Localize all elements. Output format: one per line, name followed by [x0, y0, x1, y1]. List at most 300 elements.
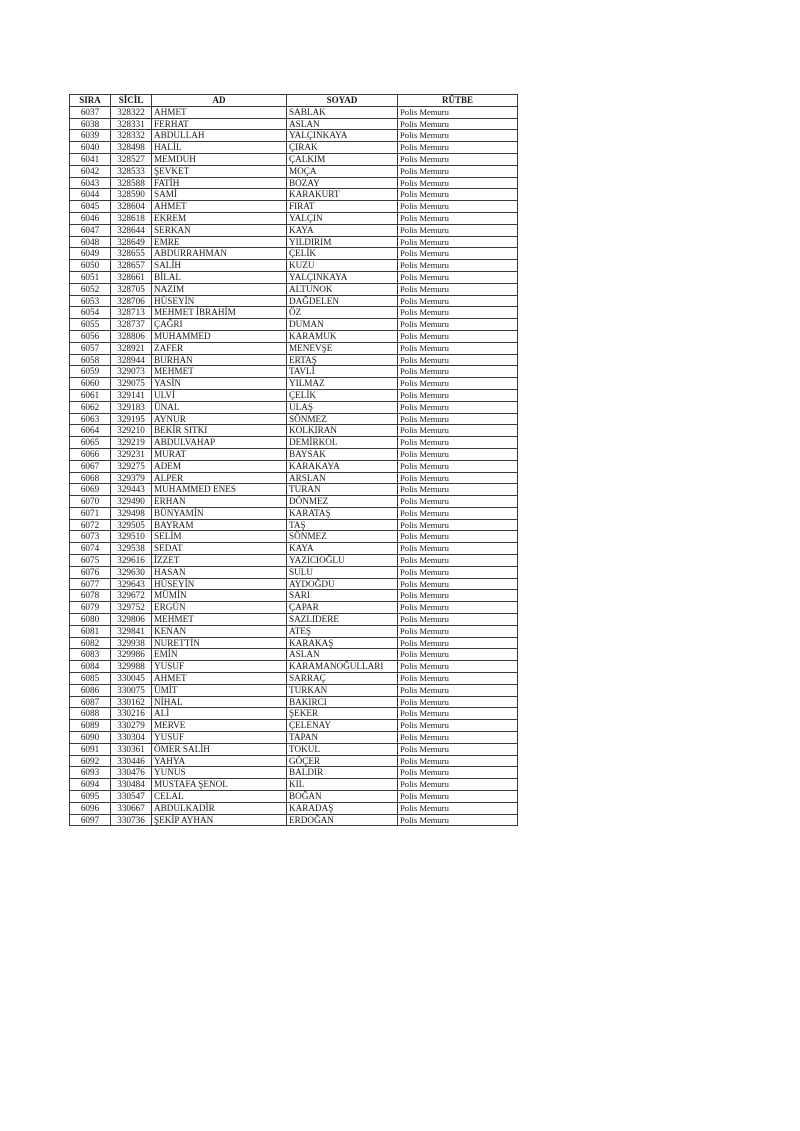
cell-sira: 6078 — [70, 590, 111, 602]
table-row — [70, 378, 518, 390]
cell-rutbe: Polis Memuru — [398, 673, 518, 685]
table-row — [70, 212, 518, 224]
cell-ad: BURHAN — [152, 354, 287, 366]
table-row — [70, 767, 518, 779]
cell-sira: 6087 — [70, 696, 111, 708]
cell-soyad: BOZAY — [287, 177, 398, 189]
cell-rutbe: Polis Memuru — [398, 791, 518, 803]
table-row — [70, 330, 518, 342]
cell-ad: SELİM — [152, 531, 287, 543]
cell-soyad: DAĞDELEN — [287, 295, 398, 307]
table-row — [70, 307, 518, 319]
cell-sicil: 329643 — [111, 578, 152, 590]
cell-soyad: TOKUL — [287, 743, 398, 755]
cell-soyad: KAYA — [287, 224, 398, 236]
table-row — [70, 755, 518, 767]
cell-rutbe: Polis Memuru — [398, 224, 518, 236]
cell-soyad: KARATAŞ — [287, 507, 398, 519]
cell-soyad: YALÇINKAYA — [287, 271, 398, 283]
cell-ad: ALPER — [152, 472, 287, 484]
cell-soyad: YILMAZ — [287, 378, 398, 390]
cell-ad: MERVE — [152, 720, 287, 732]
cell-rutbe: Polis Memuru — [398, 531, 518, 543]
cell-rutbe: Polis Memuru — [398, 602, 518, 614]
table-row — [70, 224, 518, 236]
table-row — [70, 106, 518, 118]
cell-sicil: 330279 — [111, 720, 152, 732]
cell-rutbe: Polis Memuru — [398, 590, 518, 602]
cell-sicil: 328705 — [111, 283, 152, 295]
cell-ad: SALİH — [152, 260, 287, 272]
cell-sicil: 330667 — [111, 802, 152, 814]
table-row — [70, 189, 518, 201]
cell-rutbe: Polis Memuru — [398, 767, 518, 779]
cell-sicil: 330361 — [111, 743, 152, 755]
cell-rutbe: Polis Memuru — [398, 342, 518, 354]
cell-sira: 6063 — [70, 413, 111, 425]
cell-soyad: YALÇINKAYA — [287, 130, 398, 142]
cell-rutbe: Polis Memuru — [398, 649, 518, 661]
cell-soyad: MOÇA — [287, 165, 398, 177]
cell-rutbe: Polis Memuru — [398, 153, 518, 165]
cell-rutbe: Polis Memuru — [398, 743, 518, 755]
cell-sira: 6069 — [70, 484, 111, 496]
cell-sicil: 330476 — [111, 767, 152, 779]
cell-sicil: 329806 — [111, 614, 152, 626]
cell-sicil: 330736 — [111, 814, 152, 826]
table-row — [70, 177, 518, 189]
cell-sira: 6050 — [70, 260, 111, 272]
cell-sira: 6092 — [70, 755, 111, 767]
cell-rutbe: Polis Memuru — [398, 283, 518, 295]
cell-rutbe: Polis Memuru — [398, 496, 518, 508]
table-body — [70, 106, 518, 826]
header-rutbe: RÜTBE — [398, 95, 518, 107]
cell-rutbe: Polis Memuru — [398, 614, 518, 626]
cell-sicil: 329752 — [111, 602, 152, 614]
cell-rutbe: Polis Memuru — [398, 413, 518, 425]
cell-sicil: 329141 — [111, 389, 152, 401]
cell-ad: ABDULKADİR — [152, 802, 287, 814]
cell-ad: BAYRAM — [152, 519, 287, 531]
cell-rutbe: Polis Memuru — [398, 448, 518, 460]
table-row — [70, 425, 518, 437]
cell-sira: 6080 — [70, 614, 111, 626]
cell-ad: MEHMET — [152, 614, 287, 626]
cell-sira: 6064 — [70, 425, 111, 437]
cell-soyad: ERDOĞAN — [287, 814, 398, 826]
cell-rutbe: Polis Memuru — [398, 625, 518, 637]
cell-rutbe: Polis Memuru — [398, 637, 518, 649]
cell-rutbe: Polis Memuru — [398, 212, 518, 224]
cell-rutbe: Polis Memuru — [398, 236, 518, 248]
header-sira: SIRA — [70, 95, 111, 107]
table-row — [70, 720, 518, 732]
table-row — [70, 602, 518, 614]
cell-sira: 6058 — [70, 354, 111, 366]
cell-ad: CELAL — [152, 791, 287, 803]
cell-rutbe: Polis Memuru — [398, 507, 518, 519]
table-row — [70, 484, 518, 496]
cell-sira: 6053 — [70, 295, 111, 307]
cell-soyad: KARAKURT — [287, 189, 398, 201]
cell-sira: 6048 — [70, 236, 111, 248]
cell-rutbe: Polis Memuru — [398, 165, 518, 177]
cell-rutbe: Polis Memuru — [398, 484, 518, 496]
cell-sicil: 329073 — [111, 366, 152, 378]
cell-rutbe: Polis Memuru — [398, 472, 518, 484]
table-row — [70, 590, 518, 602]
table-row — [70, 779, 518, 791]
cell-rutbe: Polis Memuru — [398, 189, 518, 201]
cell-soyad: ÇALKIM — [287, 153, 398, 165]
cell-rutbe: Polis Memuru — [398, 543, 518, 555]
cell-sira: 6077 — [70, 578, 111, 590]
cell-soyad: YILDIRIM — [287, 236, 398, 248]
table-row — [70, 165, 518, 177]
cell-ad: YUSUF — [152, 732, 287, 744]
cell-sira: 6038 — [70, 118, 111, 130]
cell-soyad: TAŞ — [287, 519, 398, 531]
personnel-table — [69, 94, 518, 826]
cell-ad: ULVİ — [152, 389, 287, 401]
cell-sicil: 329490 — [111, 496, 152, 508]
cell-sicil: 329379 — [111, 472, 152, 484]
cell-soyad: BALDIR — [287, 767, 398, 779]
cell-ad: MUHAMMED ENES — [152, 484, 287, 496]
cell-ad: SERKAN — [152, 224, 287, 236]
cell-sicil: 328332 — [111, 130, 152, 142]
cell-soyad: SARRAÇ — [287, 673, 398, 685]
cell-rutbe: Polis Memuru — [398, 578, 518, 590]
cell-soyad: SÖNMEZ — [287, 531, 398, 543]
cell-sicil: 329219 — [111, 437, 152, 449]
table-row — [70, 732, 518, 744]
cell-sicil: 329505 — [111, 519, 152, 531]
table-row — [70, 437, 518, 449]
cell-sira: 6093 — [70, 767, 111, 779]
cell-ad: AHMET — [152, 673, 287, 685]
table-row — [70, 448, 518, 460]
cell-ad: ÜNAL — [152, 401, 287, 413]
cell-sira: 6075 — [70, 555, 111, 567]
cell-rutbe: Polis Memuru — [398, 271, 518, 283]
cell-soyad: ÇELİK — [287, 248, 398, 260]
cell-ad: ÇAĞRI — [152, 319, 287, 331]
cell-sicil: 328498 — [111, 142, 152, 154]
cell-ad: FATİH — [152, 177, 287, 189]
table-row — [70, 566, 518, 578]
cell-sira: 6045 — [70, 201, 111, 213]
cell-sicil: 328657 — [111, 260, 152, 272]
cell-sira: 6071 — [70, 507, 111, 519]
cell-soyad: SAZLIDERE — [287, 614, 398, 626]
table-row — [70, 507, 518, 519]
cell-rutbe: Polis Memuru — [398, 118, 518, 130]
cell-soyad: DUMAN — [287, 319, 398, 331]
cell-sira: 6041 — [70, 153, 111, 165]
cell-sira: 6088 — [70, 708, 111, 720]
cell-soyad: BAYSAK — [287, 448, 398, 460]
cell-soyad: KARAKAŞ — [287, 637, 398, 649]
cell-rutbe: Polis Memuru — [398, 106, 518, 118]
cell-ad: MURAT — [152, 448, 287, 460]
cell-ad: EMRE — [152, 236, 287, 248]
cell-sira: 6057 — [70, 342, 111, 354]
cell-sicil: 328331 — [111, 118, 152, 130]
table-row — [70, 460, 518, 472]
cell-sicil: 328713 — [111, 307, 152, 319]
cell-ad: ŞEVKET — [152, 165, 287, 177]
cell-sira: 6094 — [70, 779, 111, 791]
cell-ad: ABDULVAHAP — [152, 437, 287, 449]
cell-ad: SEDAT — [152, 543, 287, 555]
cell-ad: MEMDUH — [152, 153, 287, 165]
cell-ad: MUSTAFA ŞENOL — [152, 779, 287, 791]
cell-soyad: BOĞAN — [287, 791, 398, 803]
cell-ad: ABDULLAH — [152, 130, 287, 142]
cell-sicil: 330045 — [111, 673, 152, 685]
cell-soyad: KARADAŞ — [287, 802, 398, 814]
cell-sicil: 328706 — [111, 295, 152, 307]
table-row — [70, 814, 518, 826]
cell-rutbe: Polis Memuru — [398, 401, 518, 413]
cell-rutbe: Polis Memuru — [398, 460, 518, 472]
table-row — [70, 319, 518, 331]
cell-sicil: 329231 — [111, 448, 152, 460]
cell-soyad: SARI — [287, 590, 398, 602]
cell-soyad: ASLAN — [287, 118, 398, 130]
cell-rutbe: Polis Memuru — [398, 177, 518, 189]
cell-sicil: 328661 — [111, 271, 152, 283]
cell-sira: 6046 — [70, 212, 111, 224]
cell-soyad: BAKIRCI — [287, 696, 398, 708]
cell-sicil: 328588 — [111, 177, 152, 189]
cell-sicil: 328649 — [111, 236, 152, 248]
cell-sicil: 330446 — [111, 755, 152, 767]
cell-rutbe: Polis Memuru — [398, 814, 518, 826]
table-row — [70, 696, 518, 708]
cell-ad: NURETTİN — [152, 637, 287, 649]
cell-rutbe: Polis Memuru — [398, 248, 518, 260]
cell-sira: 6037 — [70, 106, 111, 118]
cell-sicil: 329183 — [111, 401, 152, 413]
cell-sicil: 328655 — [111, 248, 152, 260]
cell-sira: 6081 — [70, 625, 111, 637]
table-row — [70, 118, 518, 130]
table-row — [70, 472, 518, 484]
cell-sira: 6049 — [70, 248, 111, 260]
cell-ad: ÜMİT — [152, 684, 287, 696]
cell-sicil: 328527 — [111, 153, 152, 165]
cell-sicil: 329275 — [111, 460, 152, 472]
cell-sira: 6051 — [70, 271, 111, 283]
table-row — [70, 519, 518, 531]
cell-soyad: ERTAŞ — [287, 354, 398, 366]
cell-sicil: 330162 — [111, 696, 152, 708]
cell-sicil: 330547 — [111, 791, 152, 803]
cell-rutbe: Polis Memuru — [398, 295, 518, 307]
cell-soyad: YAZICIOĞLU — [287, 555, 398, 567]
table-row — [70, 260, 518, 272]
table-row — [70, 401, 518, 413]
table-row — [70, 708, 518, 720]
cell-sira: 6083 — [70, 649, 111, 661]
table-row — [70, 684, 518, 696]
cell-ad: YAHYA — [152, 755, 287, 767]
cell-soyad: ATEŞ — [287, 625, 398, 637]
cell-sira: 6086 — [70, 684, 111, 696]
cell-ad: HALİL — [152, 142, 287, 154]
cell-sicil: 330075 — [111, 684, 152, 696]
table-row — [70, 555, 518, 567]
table-row — [70, 578, 518, 590]
cell-ad: ŞEKİP AYHAN — [152, 814, 287, 826]
cell-soyad: TURKAN — [287, 684, 398, 696]
cell-sira: 6089 — [70, 720, 111, 732]
cell-sicil: 328322 — [111, 106, 152, 118]
cell-sicil: 329988 — [111, 661, 152, 673]
cell-ad: MEHMET — [152, 366, 287, 378]
table-row — [70, 201, 518, 213]
table-row — [70, 802, 518, 814]
cell-rutbe: Polis Memuru — [398, 555, 518, 567]
table-row — [70, 366, 518, 378]
table-row — [70, 389, 518, 401]
cell-soyad: SABLAK — [287, 106, 398, 118]
cell-rutbe: Polis Memuru — [398, 802, 518, 814]
cell-ad: AYNUR — [152, 413, 287, 425]
cell-ad: MÜMİN — [152, 590, 287, 602]
cell-ad: AHMET — [152, 201, 287, 213]
cell-ad: BÜNYAMİN — [152, 507, 287, 519]
cell-sira: 6062 — [70, 401, 111, 413]
cell-ad: HÜSEYİN — [152, 578, 287, 590]
cell-sira: 6039 — [70, 130, 111, 142]
header-row — [70, 95, 518, 107]
cell-sicil: 328737 — [111, 319, 152, 331]
cell-rutbe: Polis Memuru — [398, 708, 518, 720]
table-row — [70, 743, 518, 755]
cell-rutbe: Polis Memuru — [398, 720, 518, 732]
cell-sira: 6097 — [70, 814, 111, 826]
cell-sicil: 329075 — [111, 378, 152, 390]
cell-ad: EKREM — [152, 212, 287, 224]
table-row — [70, 791, 518, 803]
table-row — [70, 142, 518, 154]
cell-rutbe: Polis Memuru — [398, 130, 518, 142]
cell-ad: KENAN — [152, 625, 287, 637]
cell-sicil: 329443 — [111, 484, 152, 496]
table-row — [70, 283, 518, 295]
cell-sira: 6096 — [70, 802, 111, 814]
cell-ad: ÖMER SALİH — [152, 743, 287, 755]
cell-sira: 6076 — [70, 566, 111, 578]
cell-rutbe: Polis Memuru — [398, 684, 518, 696]
cell-sira: 6074 — [70, 543, 111, 555]
table-row — [70, 153, 518, 165]
cell-soyad: GÖÇER — [287, 755, 398, 767]
cell-ad: NİHAL — [152, 696, 287, 708]
cell-soyad: KUZU — [287, 260, 398, 272]
cell-soyad: TAPAN — [287, 732, 398, 744]
cell-soyad: ASLAN — [287, 649, 398, 661]
cell-sira: 6070 — [70, 496, 111, 508]
cell-ad: ERHAN — [152, 496, 287, 508]
cell-soyad: KARAKAYA — [287, 460, 398, 472]
table-row — [70, 649, 518, 661]
cell-rutbe: Polis Memuru — [398, 425, 518, 437]
cell-rutbe: Polis Memuru — [398, 307, 518, 319]
cell-sira: 6044 — [70, 189, 111, 201]
cell-sicil: 328644 — [111, 224, 152, 236]
cell-sicil: 329498 — [111, 507, 152, 519]
cell-sicil: 329616 — [111, 555, 152, 567]
cell-sira: 6054 — [70, 307, 111, 319]
table-row — [70, 248, 518, 260]
cell-sira: 6090 — [70, 732, 111, 744]
cell-sira: 6056 — [70, 330, 111, 342]
cell-soyad: TAVLİ — [287, 366, 398, 378]
cell-sira: 6060 — [70, 378, 111, 390]
header-ad: AD — [152, 95, 287, 107]
header-soyad: SOYAD — [287, 95, 398, 107]
cell-soyad: KOLKIRAN — [287, 425, 398, 437]
cell-rutbe: Polis Memuru — [398, 779, 518, 791]
cell-soyad: ULAŞ — [287, 401, 398, 413]
cell-sira: 6067 — [70, 460, 111, 472]
cell-ad: EMİN — [152, 649, 287, 661]
cell-soyad: SÖNMEZ — [287, 413, 398, 425]
cell-sicil: 328533 — [111, 165, 152, 177]
cell-ad: YASİN — [152, 378, 287, 390]
cell-sira: 6085 — [70, 673, 111, 685]
cell-soyad: ÇELENAY — [287, 720, 398, 732]
cell-sira: 6079 — [70, 602, 111, 614]
cell-rutbe: Polis Memuru — [398, 354, 518, 366]
cell-sicil: 329210 — [111, 425, 152, 437]
cell-ad: BİLAL — [152, 271, 287, 283]
cell-sira: 6091 — [70, 743, 111, 755]
cell-sira: 6084 — [70, 661, 111, 673]
table-row — [70, 637, 518, 649]
table-row — [70, 673, 518, 685]
cell-soyad: DEMİRKOL — [287, 437, 398, 449]
cell-sira: 6043 — [70, 177, 111, 189]
cell-soyad: MENEVŞE — [287, 342, 398, 354]
cell-ad: MUHAMMED — [152, 330, 287, 342]
cell-sicil: 328590 — [111, 189, 152, 201]
cell-ad: ALİ — [152, 708, 287, 720]
cell-rutbe: Polis Memuru — [398, 755, 518, 767]
cell-soyad: ARSLAN — [287, 472, 398, 484]
table-row — [70, 271, 518, 283]
cell-rutbe: Polis Memuru — [398, 142, 518, 154]
table-row — [70, 614, 518, 626]
cell-sicil: 329538 — [111, 543, 152, 555]
cell-sicil: 328806 — [111, 330, 152, 342]
table-row — [70, 661, 518, 673]
cell-sira: 6042 — [70, 165, 111, 177]
cell-ad: SAMİ — [152, 189, 287, 201]
cell-sicil: 329195 — [111, 413, 152, 425]
cell-ad: HÜSEYİN — [152, 295, 287, 307]
cell-soyad: AYDOĞDU — [287, 578, 398, 590]
cell-rutbe: Polis Memuru — [398, 201, 518, 213]
cell-rutbe: Polis Memuru — [398, 519, 518, 531]
cell-ad: NAZIM — [152, 283, 287, 295]
cell-sira: 6073 — [70, 531, 111, 543]
